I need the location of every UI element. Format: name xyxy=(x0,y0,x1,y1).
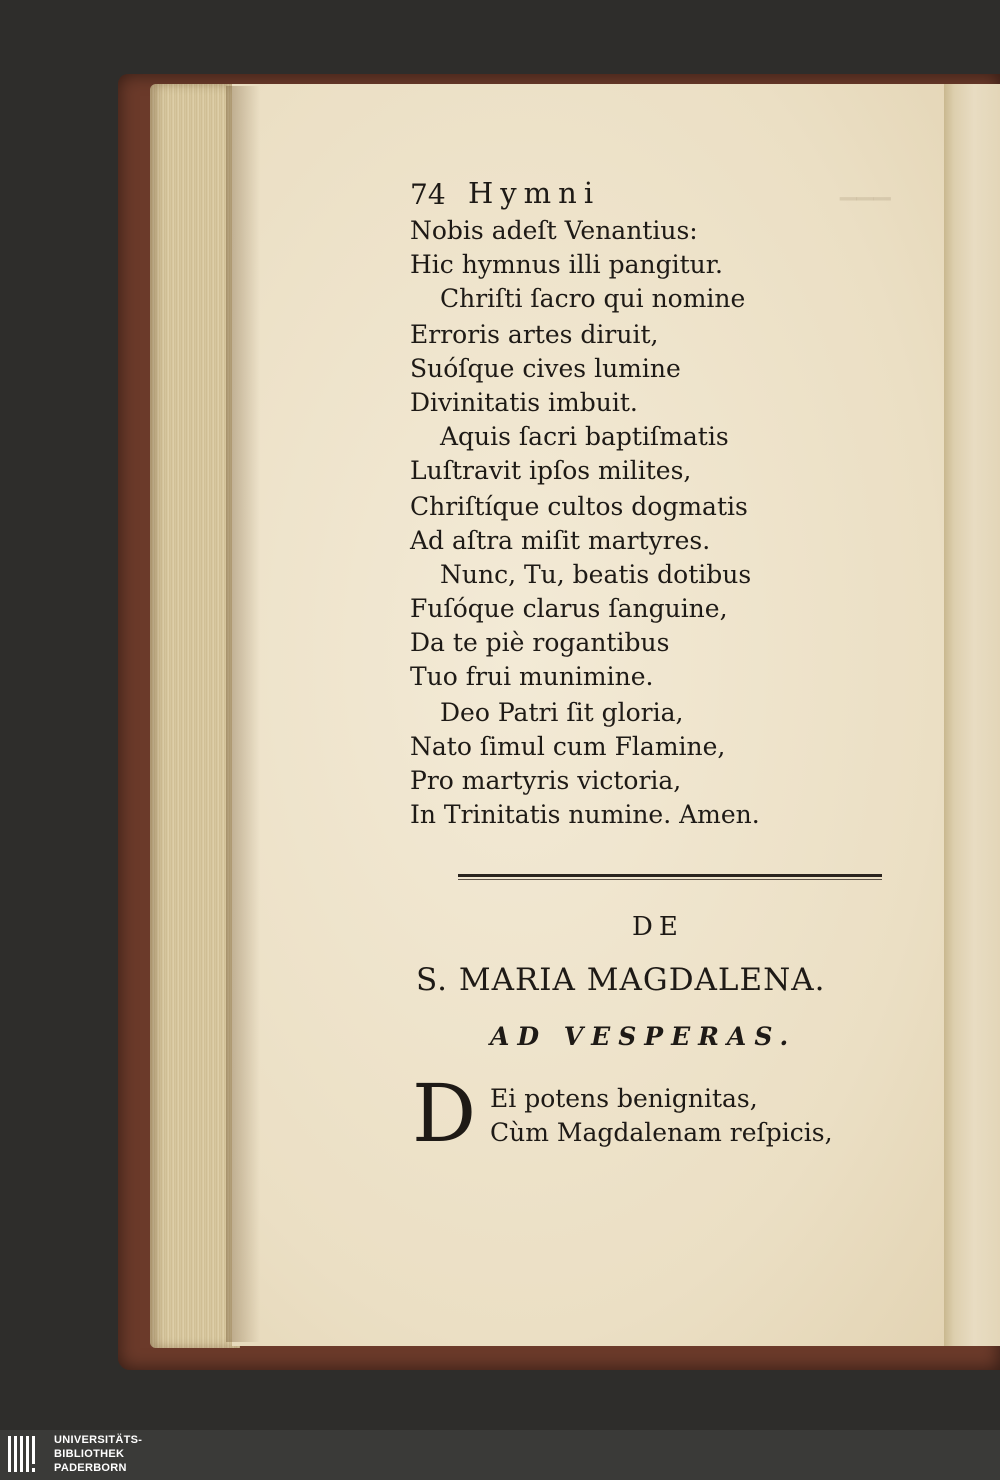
verse-line: Tuo frui munimine. xyxy=(410,662,654,691)
facing-page-edge xyxy=(944,84,1000,1346)
library-name-line: UNIVERSITÄTS- xyxy=(54,1434,143,1446)
verse-line: Ad aſtra miſit martyres. xyxy=(410,526,711,555)
verse-line: Chriſtíque cultos dogmatis xyxy=(410,492,748,521)
verse-line: Chriſti ſacro qui nomine xyxy=(440,284,746,313)
library-name-line: PADERBORN xyxy=(54,1462,127,1474)
verse-line: Luſtravit ipſos milites, xyxy=(410,456,692,485)
section-occasion: AD VESPERAS. xyxy=(490,1022,797,1051)
library-name xyxy=(54,1433,142,1475)
section-divider-thin xyxy=(458,879,882,880)
verse-line: Aquis ſacri baptiſmatis xyxy=(440,422,729,451)
hymn-line: Ei potens benignitas, xyxy=(490,1084,758,1113)
verse-line: Divinitatis imbuit. xyxy=(410,388,638,417)
verse-line: Pro martyris victoria, xyxy=(410,766,682,795)
verse-line: Suóſque cives lumine xyxy=(410,354,681,383)
running-head: Hymni xyxy=(468,176,601,210)
library-name-line: BIBLIOTHEK xyxy=(54,1448,125,1460)
section-divider xyxy=(458,874,882,877)
verse-line: Nato ſimul cum Flamine, xyxy=(410,732,726,761)
bleed-through: ▁▁▁ xyxy=(840,176,891,201)
verse-line: Erroris artes diruit, xyxy=(410,320,659,349)
page-number: 74 xyxy=(410,178,446,211)
section-de: DE xyxy=(632,912,684,942)
verse-line: Da te piè rogantibus xyxy=(410,628,670,657)
verse-line: Hic hymnus illi pangitur. xyxy=(410,250,723,279)
drop-cap: D xyxy=(412,1067,477,1160)
hymn-line: Cùm Magdalenam reſpicis, xyxy=(490,1118,833,1147)
verse-line: In Trinitatis numine. Amen. xyxy=(410,800,760,829)
verse-line: Fuſóque clarus ſanguine, xyxy=(410,594,728,623)
section-title: S. MARIA MAGDALENA. xyxy=(416,962,826,998)
footer-bar xyxy=(0,1430,1000,1480)
library-logo-icon xyxy=(6,1432,46,1478)
verse-line: Nunc, Tu, beatis dotibus xyxy=(440,560,752,589)
verse-line: Nobis adeſt Venantius: xyxy=(410,216,698,245)
gutter-shadow xyxy=(226,86,260,1342)
verse-line: Deo Patri ſit gloria, xyxy=(440,698,684,727)
